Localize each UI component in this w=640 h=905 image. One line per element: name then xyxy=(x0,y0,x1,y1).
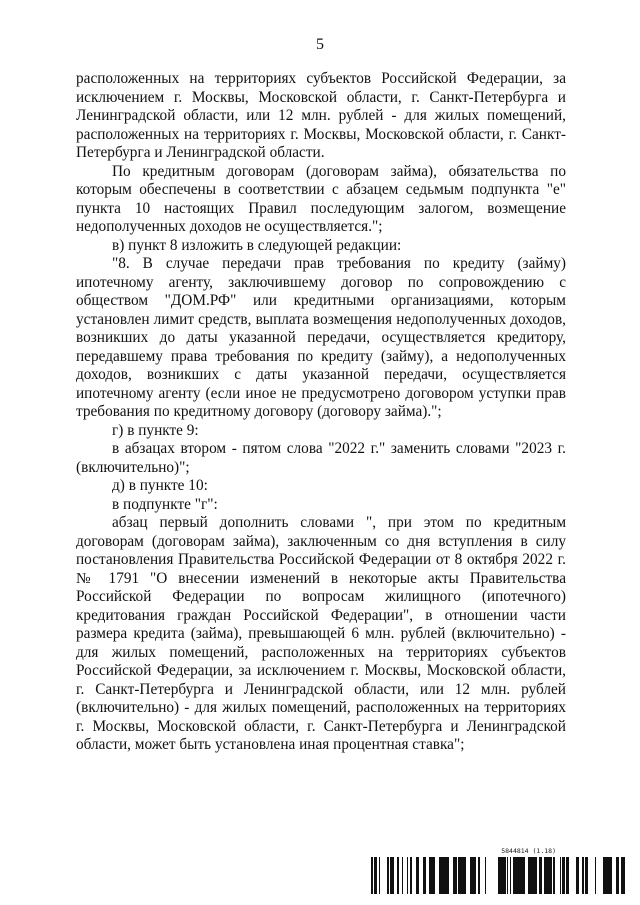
barcode-image xyxy=(371,857,625,894)
document-body xyxy=(76,70,566,755)
paragraph: в подпункте "г": xyxy=(112,495,218,513)
paragraph: г) в пункте 9: xyxy=(112,421,199,439)
barcode-id: 5844814 (1.18) xyxy=(501,847,556,855)
paragraph: в) пункт 8 изложить в следующей редакции: xyxy=(112,236,402,254)
paragraph: расположенных на территориях субъектов Российской Федерации, за исключением г. Москвы, Московской области, г. Санкт-Петербурга и Ленинградской области, или 12 млн. рублей - для жилых помещений, расположенных на территориях г. Москвы, Московской области, г. Санкт-Петербурга и Ленинградской области. xyxy=(76,70,566,161)
paragraph: д) в пункте 10: xyxy=(112,477,208,494)
page-number: 5 xyxy=(316,36,324,53)
paragraph: абзац первый дополнить словами ", при этом по кредитным договорам (договорам займа), заключенным со дня вступления в силу постановления Правительства Российской Федерации от 8 октября 2022 г. № 1791 "О внесении изменений в некоторые акты Правительства Российской Федерации по вопросам жилищного (ипотечного) кредитования граждан Российской Федерации", в отношении части размера кредита (займа), превышающей 6 млн. рублей (включительно) - для жилых помещений, расположенных на территориях субъектов Российской Федерации, за исключением г. Москвы, Московской области, г. Санкт-Петербурга и Ленинградской области, или 12 млн. рублей (включительно) - для жилых помещений, расположенных на территориях г. Москвы, Московской области, г. Санкт-Петербурга и Ленинградской области, может быть установлена иная процентная ставка"; xyxy=(76,514,566,753)
paragraph: По кредитным договорам (договорам займа), обязательства по которым обеспечены в соответствии с абзацем седьмым подпункта "е" пункта 10 настоящих Правил последующим залогом, возмещение недополученных доходов не осуществляется."; xyxy=(76,162,566,235)
paragraph: "8. В случае передачи прав требования по кредиту (займу) ипотечному агенту, заключившему договор по сопровождению с обществом "ДОМ.РФ" или кредитными организациями, которым установлен лимит средств, выплата возмещения недополученных доходов, возникших до даты указанной передачи, осуществляется кредитору, передавшему права требования по кредиту (займу), а недополученных доходов, возникших с даты указанной передачи, осуществляется ипотечному агенту (если иное не предусмотрено договором уступки прав требования по кредитному договору (договору займа)."; xyxy=(76,255,566,420)
paragraph: в абзацах втором - пятом слова "2022 г." заменить словами "2023 г. (включительно)"; xyxy=(76,440,566,476)
